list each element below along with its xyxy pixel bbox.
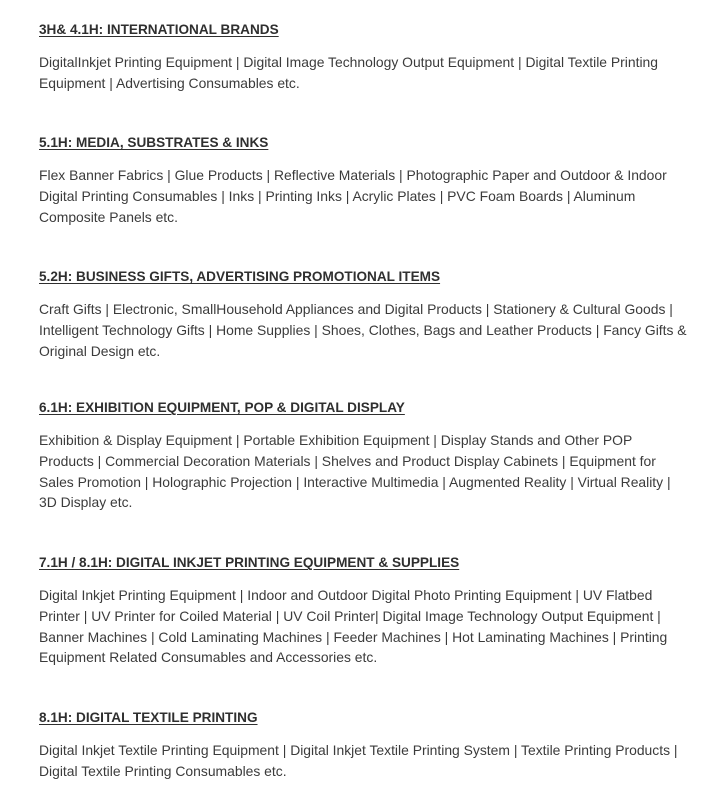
section-description: Flex Banner Fabrics | Glue Products | Reflective Materials | Photographic Paper and Outdoor & Indoor Digital Printing Consumables | Inks | Printing Inks | Acrylic Plates | PVC Foam Boards | Aluminum Composite Panels etc. xyxy=(39,167,667,225)
hall-section-digital-inkjet-printing xyxy=(39,554,689,668)
section-description: Craft Gifts | Electronic, SmallHousehold Appliances and Digital Products | Stationery & Cultural Goods | Intelligent Technology Gifts | Home Supplies | Shoes, Clothes, Bags and Leather Products | Fancy Gifts & Original Design etc. xyxy=(39,301,687,359)
hall-section-digital-textile-printing xyxy=(39,709,689,782)
section-heading: 7.1H / 8.1H: DIGITAL INKJET PRINTING EQUIPMENT & SUPPLIES xyxy=(39,555,460,570)
hall-section-media-substrates-inks xyxy=(39,134,689,227)
section-heading: 5.1H: MEDIA, SUBSTRATES & INKS xyxy=(39,135,269,150)
section-heading: 5.2H: BUSINESS GIFTS, ADVERTISING PROMOTIONAL ITEMS xyxy=(39,269,441,284)
section-heading: 3H& 4.1H: INTERNATIONAL BRANDS xyxy=(39,22,279,37)
section-heading: 8.1H: DIGITAL TEXTILE PRINTING xyxy=(39,710,258,725)
section-heading: 6.1H: EXHIBITION EQUIPMENT, POP & DIGITAL DISPLAY xyxy=(39,400,405,415)
hall-section-exhibition-equipment xyxy=(39,399,689,513)
hall-section-business-gifts xyxy=(39,268,689,361)
section-description: Exhibition & Display Equipment | Portable Exhibition Equipment | Display Stands and Other POP Products | Commercial Decoration Materials | Shelves and Product Display Cabinets | Equipment for Sales Promotion | Holographic Projection | Interactive Multimedia | Augmented Reality | Virtual Reality | 3D Display etc. xyxy=(39,432,671,511)
section-description: Digital Inkjet Printing Equipment | Indoor and Outdoor Digital Photo Printing Equipment | UV Flatbed Printer | UV Printer for Coiled Material | UV Coil Printer| Digital Image Technology Output Equipment | Banner Machines | Cold Laminating Machines | Feeder Machines | Hot Laminating Machines | Printing Equipment Related Consumables and Accessories etc. xyxy=(39,587,668,666)
section-description: Digital Inkjet Textile Printing Equipment | Digital Inkjet Textile Printing System | Textile Printing Products | Digital Textile Printing Consumables etc. xyxy=(39,742,678,779)
section-description: DigitalInkjet Printing Equipment | Digital Image Technology Output Equipment | Digital Textile Printing Equipment | Advertising Consumables etc. xyxy=(39,54,658,91)
hall-section-international-brands xyxy=(39,21,689,94)
